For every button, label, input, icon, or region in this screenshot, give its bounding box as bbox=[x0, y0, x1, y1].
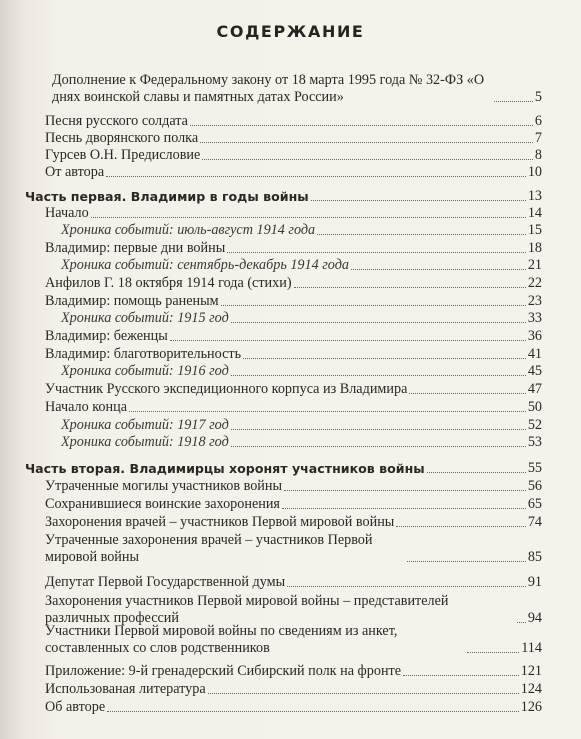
toc-part-heading bbox=[25, 188, 542, 205]
toc-entry-page: 15 bbox=[527, 222, 542, 238]
toc-entry-text: Часть вторая. Владимирцы хоронят участников войны bbox=[25, 461, 425, 476]
toc-entry-text: Захоронения участников Первой мировой войны – представителей различных профессий bbox=[45, 593, 449, 626]
dot-leader bbox=[494, 101, 533, 102]
toc-entry-text: Сохранившиеся воинские захоронения bbox=[45, 496, 280, 512]
toc-entry-text: Владимир: беженцы bbox=[45, 328, 168, 344]
dot-leader bbox=[284, 490, 526, 491]
toc-entry-page: 74 bbox=[527, 514, 542, 530]
toc-entry-chronicle bbox=[61, 222, 542, 239]
toc-entry-text: Песня русского солдата bbox=[45, 113, 188, 129]
toc-entry bbox=[52, 72, 542, 106]
dot-leader bbox=[170, 340, 526, 341]
toc-entry-page: 14 bbox=[527, 205, 542, 221]
toc-entry bbox=[45, 147, 542, 164]
toc-entry-text: Песнь дворянского полка bbox=[45, 130, 199, 146]
toc-entry-page: 121 bbox=[520, 663, 542, 679]
dot-leader bbox=[282, 508, 526, 509]
toc-entry-page: 6 bbox=[534, 113, 542, 129]
dot-leader bbox=[221, 305, 526, 306]
toc-entry-page: 13 bbox=[527, 188, 542, 204]
toc-entry bbox=[45, 623, 542, 657]
dot-leader bbox=[294, 287, 526, 288]
toc-entry-text: Участники Первой мировой войны по сведениям из анкет, составленных со слов родственников bbox=[45, 623, 398, 656]
toc-entry-chronicle bbox=[61, 310, 542, 327]
toc-entry-page: 56 bbox=[527, 478, 542, 494]
toc-entry-page: 50 bbox=[527, 399, 542, 415]
toc-entry-text: Часть первая. Владимир в годы войны bbox=[25, 189, 309, 204]
toc-entry-text: Владимир: помощь раненым bbox=[45, 293, 219, 309]
dot-leader bbox=[407, 561, 526, 562]
toc-entry-page: 8 bbox=[534, 147, 542, 163]
toc-entry bbox=[45, 399, 542, 416]
toc-entry-chronicle bbox=[61, 434, 542, 451]
toc-part-heading bbox=[25, 460, 542, 477]
toc-entry-page: 10 bbox=[527, 164, 542, 180]
toc-entry bbox=[45, 205, 542, 222]
toc-entry bbox=[45, 164, 542, 181]
toc-entry-page: 55 bbox=[527, 460, 542, 476]
toc-entry-text: Использованая литература bbox=[45, 681, 206, 697]
toc-entry bbox=[45, 275, 542, 292]
toc-entry-text: Владимир: благотворительность bbox=[45, 346, 242, 362]
toc-entry bbox=[45, 328, 542, 345]
dot-leader bbox=[243, 358, 526, 359]
toc-entry-page: 22 bbox=[527, 275, 542, 291]
dot-leader bbox=[231, 375, 526, 376]
dot-leader bbox=[106, 176, 526, 177]
toc-entry-text: От автора bbox=[45, 164, 105, 180]
dot-leader bbox=[287, 586, 526, 587]
toc-entry-text: Депутат Первой Государственной думы bbox=[45, 574, 286, 590]
dot-leader bbox=[467, 652, 519, 653]
toc-entry-page: 124 bbox=[520, 681, 542, 697]
dot-leader bbox=[396, 526, 525, 527]
dot-leader bbox=[107, 711, 519, 712]
toc-entry-page: 7 bbox=[534, 130, 542, 146]
toc-entry-text: Хроника событий: 1916 год bbox=[61, 363, 229, 379]
toc-entry-text: Дополнение к Федеральному закону от 18 марта 1995 года № 32-ФЗ «О днях воинской славы и памятных датах России» bbox=[52, 72, 485, 105]
toc-entry-text: Хроника событий: июль-август 1914 года bbox=[61, 222, 316, 238]
toc-entry-text: Утраченные могилы участников войны bbox=[45, 478, 283, 494]
dot-leader bbox=[91, 217, 526, 218]
toc-entry bbox=[45, 699, 542, 716]
toc-entry bbox=[45, 681, 542, 698]
toc-entry-page: 33 bbox=[527, 310, 542, 326]
toc-entry-text: Начало bbox=[45, 205, 89, 221]
page-title: СОДЕРЖАНИЕ bbox=[216, 22, 365, 41]
toc-entry-page: 23 bbox=[527, 293, 542, 309]
dot-leader bbox=[409, 393, 525, 394]
toc-entry-page: 36 bbox=[527, 328, 542, 344]
dot-leader bbox=[208, 693, 519, 694]
dot-leader bbox=[311, 200, 526, 201]
toc-entry-page: 21 bbox=[527, 257, 542, 273]
toc-entry-chronicle bbox=[61, 257, 542, 274]
dot-leader bbox=[403, 675, 519, 676]
dot-leader bbox=[190, 125, 533, 126]
toc-entry-page: 85 bbox=[527, 549, 542, 565]
dot-leader bbox=[317, 234, 526, 235]
toc-entry-chronicle bbox=[61, 363, 542, 380]
toc-entry-text: Об авторе bbox=[45, 699, 106, 715]
toc-entry-text: Захоронения врачей – участников Первой мировой войны bbox=[45, 514, 395, 530]
toc-entry bbox=[45, 514, 542, 531]
toc-entry-text: Хроника событий: 1915 год bbox=[61, 310, 229, 326]
toc-entry-text: Владимир: первые дни войны bbox=[45, 240, 226, 256]
toc-entry-page: 65 bbox=[527, 496, 542, 512]
toc-entry-text: Приложение: 9-й гренадерский Сибирский полк на фронте bbox=[45, 663, 402, 679]
toc-entry-page: 94 bbox=[527, 610, 542, 626]
toc-entry bbox=[45, 532, 542, 566]
toc-entry-page: 41 bbox=[527, 346, 542, 362]
dot-leader bbox=[202, 159, 533, 160]
dot-leader bbox=[231, 322, 526, 323]
toc-entry bbox=[45, 381, 542, 398]
toc-entry bbox=[45, 346, 542, 363]
dot-leader bbox=[227, 252, 526, 253]
toc-entry bbox=[45, 593, 542, 627]
toc-entry-page: 18 bbox=[527, 240, 542, 256]
dot-leader bbox=[231, 446, 526, 447]
toc-entry bbox=[45, 478, 542, 495]
toc-entry bbox=[45, 130, 542, 147]
toc-entry-page: 5 bbox=[534, 89, 542, 105]
toc-entry-page: 45 bbox=[527, 363, 542, 379]
toc-entry bbox=[45, 240, 542, 257]
dot-leader bbox=[351, 269, 526, 270]
toc-entry bbox=[45, 574, 542, 591]
toc-entry bbox=[45, 293, 542, 310]
toc-entry-text: Участник Русского экспедиционного корпуса из Владимира bbox=[45, 381, 408, 397]
toc-entry bbox=[45, 496, 542, 513]
toc-entry-page: 53 bbox=[527, 434, 542, 450]
dot-leader bbox=[200, 142, 533, 143]
toc-entry-text: Начало конца bbox=[45, 399, 127, 415]
dot-leader bbox=[129, 411, 526, 412]
toc-entry-page: 114 bbox=[521, 640, 542, 656]
toc-entry-text: Хроника событий: 1918 год bbox=[61, 434, 229, 450]
toc-entry-text: Анфилов Г. 18 октября 1914 года (стихи) bbox=[45, 275, 292, 291]
dot-leader bbox=[427, 472, 526, 473]
toc-entry bbox=[45, 663, 542, 680]
dot-leader bbox=[231, 429, 526, 430]
toc-entry-text: Гурсев О.Н. Предисловие bbox=[45, 147, 201, 163]
toc-entry-page: 47 bbox=[527, 381, 542, 397]
toc-entry-text: Хроника событий: 1917 год bbox=[61, 417, 229, 433]
toc-entry-page: 52 bbox=[527, 417, 542, 433]
toc-entry-text: Утраченные захоронения врачей – участников Первой мировой войны bbox=[45, 532, 373, 565]
toc-entry-text: Хроника событий: сентябрь-декабрь 1914 года bbox=[61, 257, 349, 273]
toc-entry-page: 91 bbox=[527, 574, 542, 590]
toc-entry-page: 126 bbox=[520, 699, 542, 715]
toc-entry bbox=[45, 113, 542, 130]
toc-entry-chronicle bbox=[61, 417, 542, 434]
